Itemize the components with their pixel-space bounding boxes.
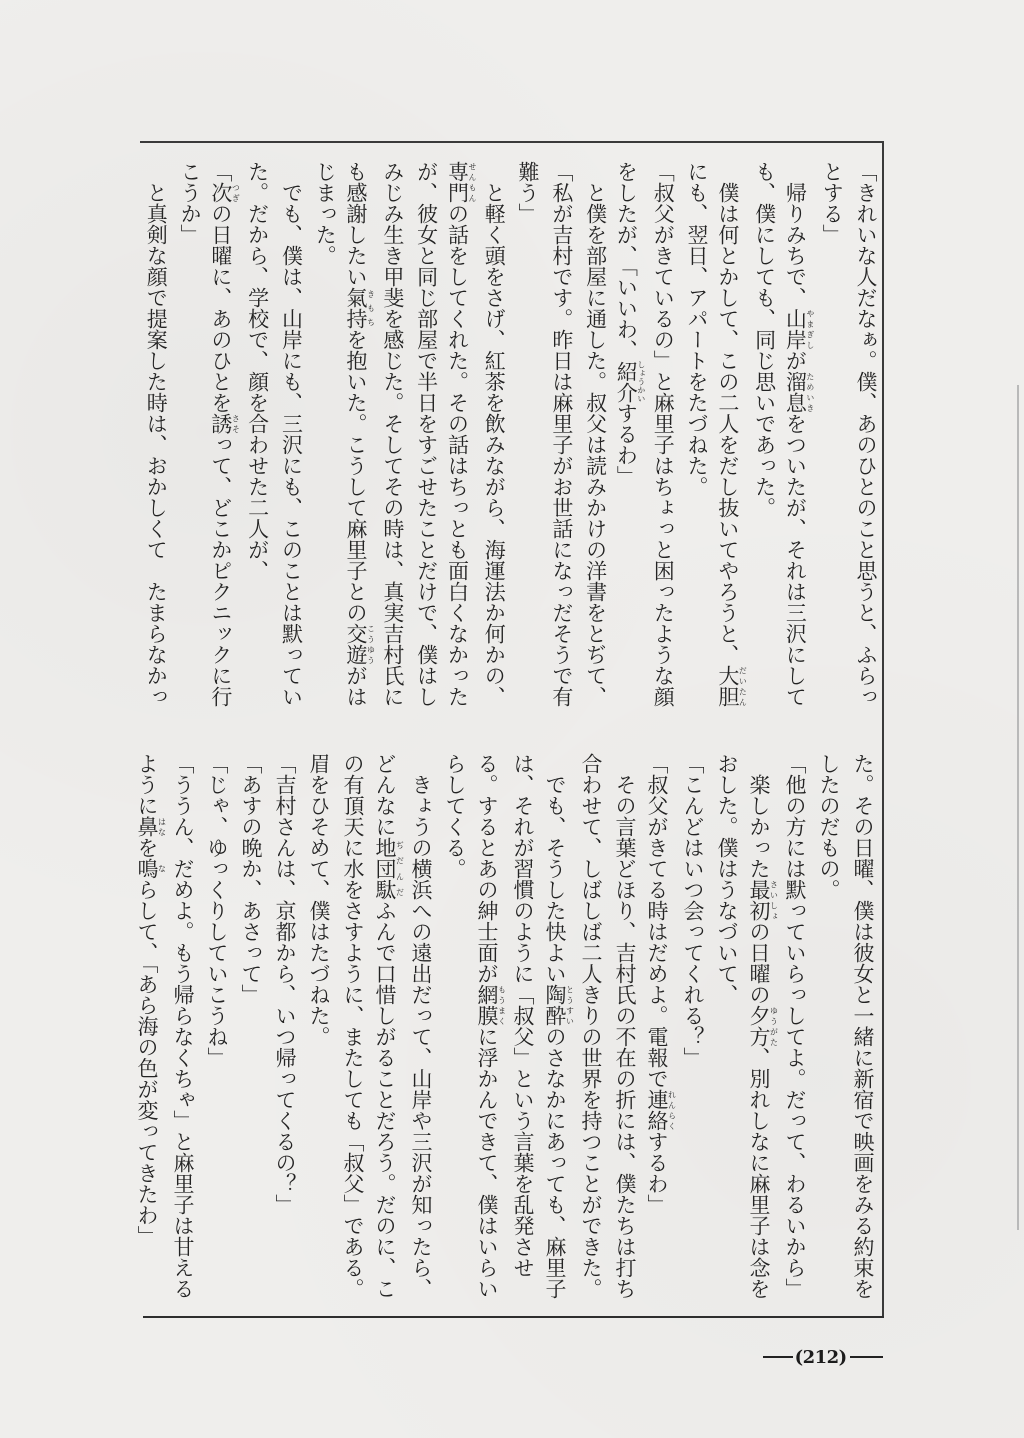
frame-top-rule — [140, 141, 884, 143]
text-column: 「次つぎの日曜に、あのひとを誘さそって、どこかピクニックに行 — [208, 161, 241, 707]
page-number-dash-right — [850, 1356, 883, 1358]
page-number-text: (212) — [794, 1346, 847, 1368]
text-column: 「じゃ、ゆっくりしていこうね」 — [205, 753, 229, 1068]
text-column: 「私が吉村です。昨日は麻里子がお世話になっだそうで有 — [549, 161, 574, 707]
text-column: 「他の方には默っていらっしてよ。だって、わるいから」 — [783, 753, 807, 1299]
text-column: じまった。 — [313, 161, 338, 266]
furigana-annotation: 次つぎ — [208, 182, 241, 203]
text-column: でも、そうした快よい陶酔とうすいのさなかにあっても、麻里子 — [543, 753, 575, 1299]
furigana-annotation: 専門せんもん — [445, 161, 477, 203]
text-column: らしてくる。 — [443, 753, 467, 879]
furigana-annotation: 陶酔とうすい — [543, 984, 575, 1026]
text-column: 僕は何とかして、この二人をだし抜いてやろうと、大胆だいたん — [715, 161, 748, 707]
text-column: 「叔父がきているの」と麻里子はちょっと困ったような顔 — [651, 161, 676, 707]
text-column: をしたが、「いいわ、紹介しょうかいするわ」 — [614, 161, 646, 487]
text-column: は、それが習慣のように「叔父」という言葉を乱発させ — [511, 753, 535, 1278]
furigana-annotation: 溜息ためいき — [783, 371, 815, 413]
text-column: おした。僕はうなづいて、 — [715, 753, 739, 1005]
frame-right-rule — [882, 141, 884, 1318]
text-column: 難う」 — [516, 161, 541, 224]
furigana-annotation: 網膜もうまく — [475, 984, 507, 1026]
page-number-dash-left — [763, 1356, 793, 1358]
text-column: 専門せんもんの話をしてくれた。その話はちっとも面白くなかった — [445, 161, 477, 707]
page-edge-shadow — [1017, 385, 1019, 1230]
text-column: 「吉村さんは、京都から、いつ帰ってくるの？」 — [273, 753, 297, 1215]
text-column: も感謝したい氣持きもちを抱いた。こうして麻里子との交遊こうゆうがは — [344, 161, 376, 707]
furigana-annotation: 地団駄ぢだんだ — [373, 837, 405, 900]
text-column: と真剣な顔で提案した時は、おかしくて たまらなかっ — [144, 161, 169, 707]
text-column: 「叔父がきてる時はだめよ。電報で連絡れんらくするわ」 — [645, 753, 677, 1215]
furigana-annotation: 誘さそ — [208, 413, 241, 434]
furigana-annotation: 氣持きもち — [344, 287, 376, 329]
frame-bottom-rule — [143, 1316, 884, 1318]
text-column: 合わせて、しばしば二人きりの世界を持つことができた。 — [579, 753, 603, 1299]
text-column: と軽く頭をさげ、紅茶を飲みながら、海運法か何かの、 — [482, 161, 507, 707]
text-column: 眉をひそめて、僕はたづねた。 — [307, 753, 331, 1047]
text-column: が、彼女と同じ部屋で半日をすごせたことだけで、僕はし — [414, 161, 439, 707]
furigana-annotation: 交遊こうゆう — [344, 623, 376, 665]
text-column: の有頂天に水をさすように、またしても「叔父」である。 — [341, 753, 365, 1299]
text-column: 「あすの晩か、あさって」 — [239, 753, 263, 1005]
upper-text-block — [138, 161, 882, 707]
text-column: 帰りみちで、山岸やまぎしが溜息ためいきをついたが、それは三沢にして — [783, 161, 815, 707]
page-number — [763, 1345, 883, 1369]
furigana-annotation: 山岸やまぎし — [783, 308, 815, 350]
text-column: にも、翌日、アパートをたづねた。 — [685, 161, 710, 497]
furigana-annotation: 鳴な — [135, 858, 167, 879]
text-column: た。その日曜、僕は彼女と一緒に新宿で映画をみる約束を — [851, 753, 875, 1299]
text-column: 「こんどはいつ会ってくれる？」 — [681, 753, 705, 1068]
text-column: 楽しかった最初さいしょの日曜の夕方ゆうがた、別れしなに麻里子は念を — [747, 753, 779, 1299]
text-column: したのだもの。 — [817, 753, 841, 900]
text-column: きょうの横浜への遠出だって、山岸や三沢が知ったら、 — [409, 753, 433, 1299]
text-column: みじみ生き甲斐を感じた。そしてその時は、真実吉村氏に — [380, 161, 405, 707]
text-column: その言葉どほり、吉村氏の不在の折には、僕たちは打ち — [613, 753, 637, 1299]
text-column: どんなに地団駄ぢだんだふんで口惜しがることだろう。だのに、こ — [373, 753, 405, 1299]
text-column: でも、僕は、山岸にも、三沢にも、このことは默ってい — [279, 161, 304, 707]
text-column: ように鼻はなを鳴ならして、「あら海の色が変ってきたわ」 — [135, 753, 167, 1247]
text-column: る。するとあの紳士面が網膜もうまくに浮かんできて、僕はいらい — [475, 753, 507, 1299]
text-column: 「ううん、だめよ。もう帰らなくちゃ」と麻里子は甘える — [171, 753, 195, 1299]
lower-text-block — [132, 753, 880, 1299]
furigana-annotation: 大胆だいたん — [715, 665, 748, 707]
furigana-annotation: 最初さいしょ — [747, 879, 779, 921]
text-column: と僕を部屋に通した。叔父は読みかけの洋書をとぢて、 — [583, 161, 608, 707]
furigana-annotation: 鼻はな — [135, 816, 167, 837]
text-column: とする」 — [820, 161, 845, 245]
text-column: 「きれいな人だなぁ。僕、あのひとのこと思うと、ふらっ — [854, 161, 878, 707]
furigana-annotation: 紹介しょうかい — [614, 360, 646, 403]
text-column: も、僕にしても、同じ思いであった。 — [752, 161, 777, 518]
text-column: こうか」 — [178, 161, 203, 245]
text-column: た。だから、学校で、顔を合わせた二人が、 — [245, 161, 270, 581]
furigana-annotation: 連絡れんらく — [645, 1089, 677, 1131]
furigana-annotation: 夕方ゆうがた — [747, 1005, 779, 1047]
